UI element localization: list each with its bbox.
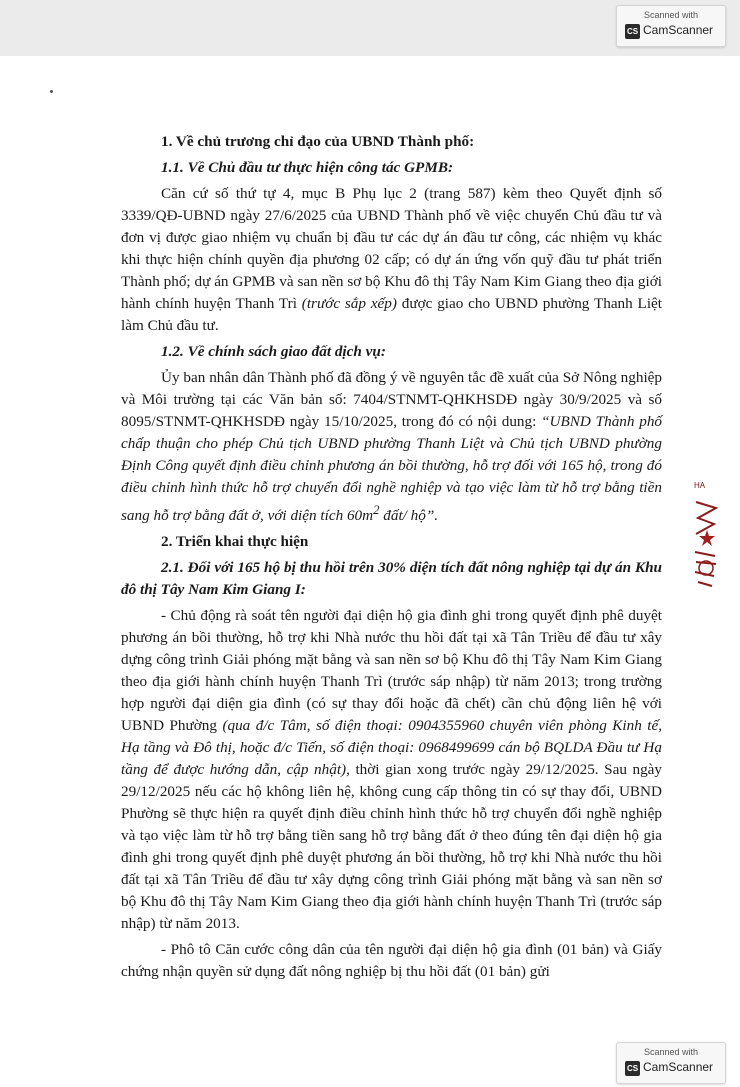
section1-2-quote: “UBND Thành phố chấp thuận cho phép Chủ tịch UBND phường Thanh Liệt và Chủ tịch UBND phường Định Công quyết định điều chỉnh phương án bồi thường, hỗ trợ đối với 165 hộ, trong đó điều chỉnh hình thức hỗ trợ chuyển đổi nghề nghiệp và tạo việc làm từ hỗ trợ bằng tiền sang hỗ trợ bằng đất ở, với diện tích 60m: [121, 413, 663, 525]
section1-1-text-italic: (trước sắp xếp): [301, 295, 397, 312]
svg-text:HA: HA: [694, 481, 706, 490]
section2-1-contact-info: (qua đ/c Tâm, số điện thoại: 0904355960 chuyên viên phòng Kinh tế, Hạ tầng và Đô thị, hoặc đ/c Tiến, số điện thoại: 0968499699 cán bộ BQLDA Đầu tư Hạ tầng để được hướng dẫn, cập nhật): [121, 717, 662, 779]
section1-1-text-c: được giao cho UBND phường Thanh Liệt làm Chủ đầu tư.: [121, 295, 663, 334]
section2-1-paragraph-1: [121, 605, 662, 935]
document-body: [121, 131, 662, 987]
watermark-scanned-label: Scanned with: [643, 1047, 699, 1057]
section1-heading: 1. Về chủ trương chỉ đạo của UBND Thành phố:: [161, 133, 475, 150]
watermark-scanned-label: Scanned with: [643, 10, 699, 20]
camscanner-watermark-top: [616, 5, 726, 47]
section1-2-heading: 1.2. Về chính sách giao đất dịch vụ:: [161, 343, 386, 360]
camscanner-watermark-bottom: [616, 1042, 726, 1084]
section1-2-paragraph: [121, 367, 662, 527]
page-seal-stamp-icon: [690, 478, 724, 594]
section2-1-heading: 2.1. Đối với 165 hộ bị thu hồi trên 30% diện tích đất nông nghiệp tại dự án Khu đô thị Tây Nam Kim Giang I:: [121, 559, 662, 599]
section1-1-paragraph: [121, 183, 662, 337]
section1-1-heading: 1.1. Về Chủ đầu tư thực hiện công tác GPMB:: [161, 159, 454, 176]
section2-heading: 2. Triển khai thực hiện: [161, 533, 309, 551]
scan-speck: [50, 90, 53, 93]
camscanner-logo-icon: CS: [625, 24, 640, 39]
section2-1-text-a: - Chủ động rà soát tên người đại diện hộ gia đình ghi trong quyết định phê duyệt phương án bồi thường, hỗ trợ khi Nhà nước thu hồi đất tại xã Tân Triều để đầu tư xây dựng công trình Giải phóng mặt bằng và san nền sơ bộ Khu đô thị Tây Nam Kim Giang theo địa giới hành chính huyện Thanh Trì (trước sáp nhập) từ năm 2013; trong trường hợp người đại diện gia đình (có sự thay đổi hoặc đã chết) cần chủ động liên hệ với UBND Phường: [121, 607, 662, 735]
section2-1-text-c: , thời gian xong trước ngày 29/12/2025. Sau ngày 29/12/2025 nếu các hộ không liên hệ, không cung cấp thông tin có sự thay đổi, UBND Phường sẽ thực hiện ra quyết định điều chỉnh hình thức hỗ trợ chuyển đổi nghề nghiệp và tạo việc làm từ hỗ trợ bằng tiền sang hỗ trợ bằng đất ở theo đúng tên đại diện hộ gia đình ghi trong quyết định phê duyệt phương án bồi thường, hỗ trợ khi Nhà nước thu hồi đất tại xã Tân Triều để đầu tư xây dựng công trình Giải phóng mặt bằng và san nền sơ bộ Khu đô thị Tây Nam Kim Giang theo địa giới hành chính huyện Thanh Trì (trước sáp nhập) từ năm 2013.: [121, 761, 662, 933]
section2-1-paragraph-2: - Phô tô Căn cước công dân của tên người đại diện hộ gia đình (01 bản) và Giấy chứng nhận quyền sử dụng đất nông nghiệp bị thu hồi đất (01 bản) gửi: [121, 941, 662, 981]
section1-2-superscript: 2: [373, 503, 380, 517]
camscanner-logo-icon: CS: [625, 1061, 640, 1076]
section1-2-text-a: Ủy ban nhân dân Thành phố đã đồng ý về nguyên tắc đề xuất của Sở Nông nghiệp và Môi trường tại các Văn bản số: 7404/STNMT-QHKHSDĐ ngày 30/9/2025 và số 8095/STNMT-QHKHSDĐ ngày 15/10/2025, trong đó có nội dung:: [121, 369, 662, 430]
watermark-brand: CamScanner: [643, 23, 714, 37]
section1-1-text-a: Căn cứ số thứ tự 4, mục B Phụ lục 2 (trang 587) kèm theo Quyết định số 3339/QĐ-UBND ngày 27/6/2025 của UBND Thành phố về việc chuyển Chủ đầu tư và đơn vị được giao nhiệm vụ chuẩn bị đầu tư các dự án đầu tư công, các nhiệm vụ khác khi thực hiện chính quyền địa phương 02 cấp; có dự án ứng vốn quỹ đầu tư phát triển Thành phố; dự án GPMB và san nền sơ bộ Khu đô thị Tây Nam Kim Giang theo địa giới hành chính huyện Thanh Trì: [121, 185, 662, 312]
watermark-brand: CamScanner: [643, 1060, 714, 1074]
section1-2-quote-end: đất/ hộ”.: [379, 507, 439, 525]
